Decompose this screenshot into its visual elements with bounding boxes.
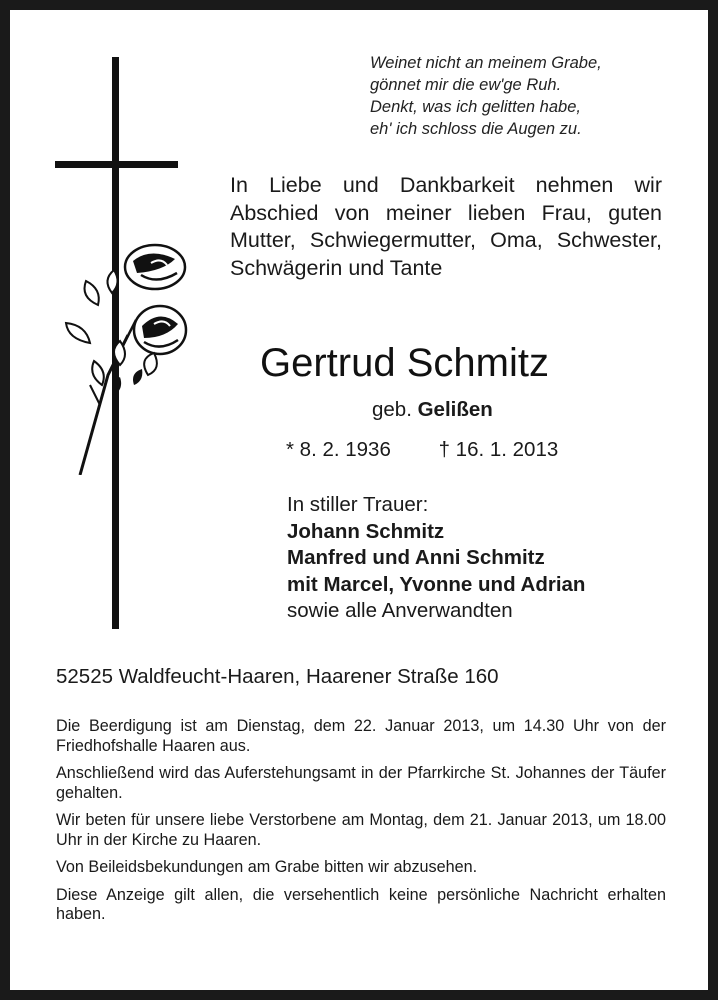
mourner-name: Johann Schmitz [287, 519, 445, 543]
note-paragraph: Diese Anzeige gilt allen, die versehentlich keine persönliche Nachricht erhalten haben. [56, 885, 666, 923]
mourner-name: mit Marcel, Yvonne und Adrian [287, 572, 586, 596]
mourners-block [287, 492, 697, 625]
intro-text: In Liebe und Dankbarkeit nehmen wir Abschied von meiner lieben Frau, guten Mutter, Schwiegermutter, Oma, Schwester, Schwägerin und Tante [230, 173, 662, 280]
funeral-notes [56, 717, 666, 933]
mourners-heading: In stiller Trauer: [287, 493, 429, 516]
death-date: † 16. 1. 2013 [438, 438, 559, 461]
deceased-name: Gertrud Schmitz [260, 341, 549, 385]
poem-line: eh' ich schloss die Augen zu. [370, 120, 582, 138]
note-paragraph: Wir beten für unsere liebe Verstorbene am Montag, dem 21. Januar 2013, um 18.00 Uhr in der Kirche zu Haaren. [56, 811, 666, 849]
note-paragraph: Von Beileidsbekundungen am Grabe bitten wir abzusehen. [56, 858, 478, 876]
note-paragraph: Anschließend wird das Auferstehungsamt in der Pfarrkirche St. Johannes der Täufer gehalten. [56, 764, 666, 802]
maiden-name-line [372, 398, 493, 422]
maiden-name: Gelißen [417, 398, 493, 421]
poem-line: Denkt, was ich gelitten habe, [370, 98, 581, 116]
relatives-line: sowie alle Anverwandten [287, 599, 513, 622]
cross-horizontal-bar [55, 161, 178, 168]
poem-line: Weinet nicht an meinem Grabe, [370, 54, 602, 72]
note-paragraph: Die Beerdigung ist am Dienstag, dem 22. Januar 2013, um 14.30 Uhr von der Friedhofshalle Haaren aus. [56, 717, 666, 755]
poem-line: gönnet mir die ew'ge Ruh. [370, 76, 562, 94]
family-address: 52525 Waldfeucht-Haaren, Haarener Straße 160 [56, 665, 499, 688]
birth-date: * 8. 2. 1936 [286, 438, 391, 461]
mourner-name: Manfred und Anni Schmitz [287, 546, 545, 569]
roses-icon [50, 225, 190, 475]
memorial-poem [370, 52, 700, 140]
maiden-prefix: geb. [372, 398, 412, 421]
life-dates [286, 438, 558, 462]
obituary-notice [10, 10, 708, 990]
